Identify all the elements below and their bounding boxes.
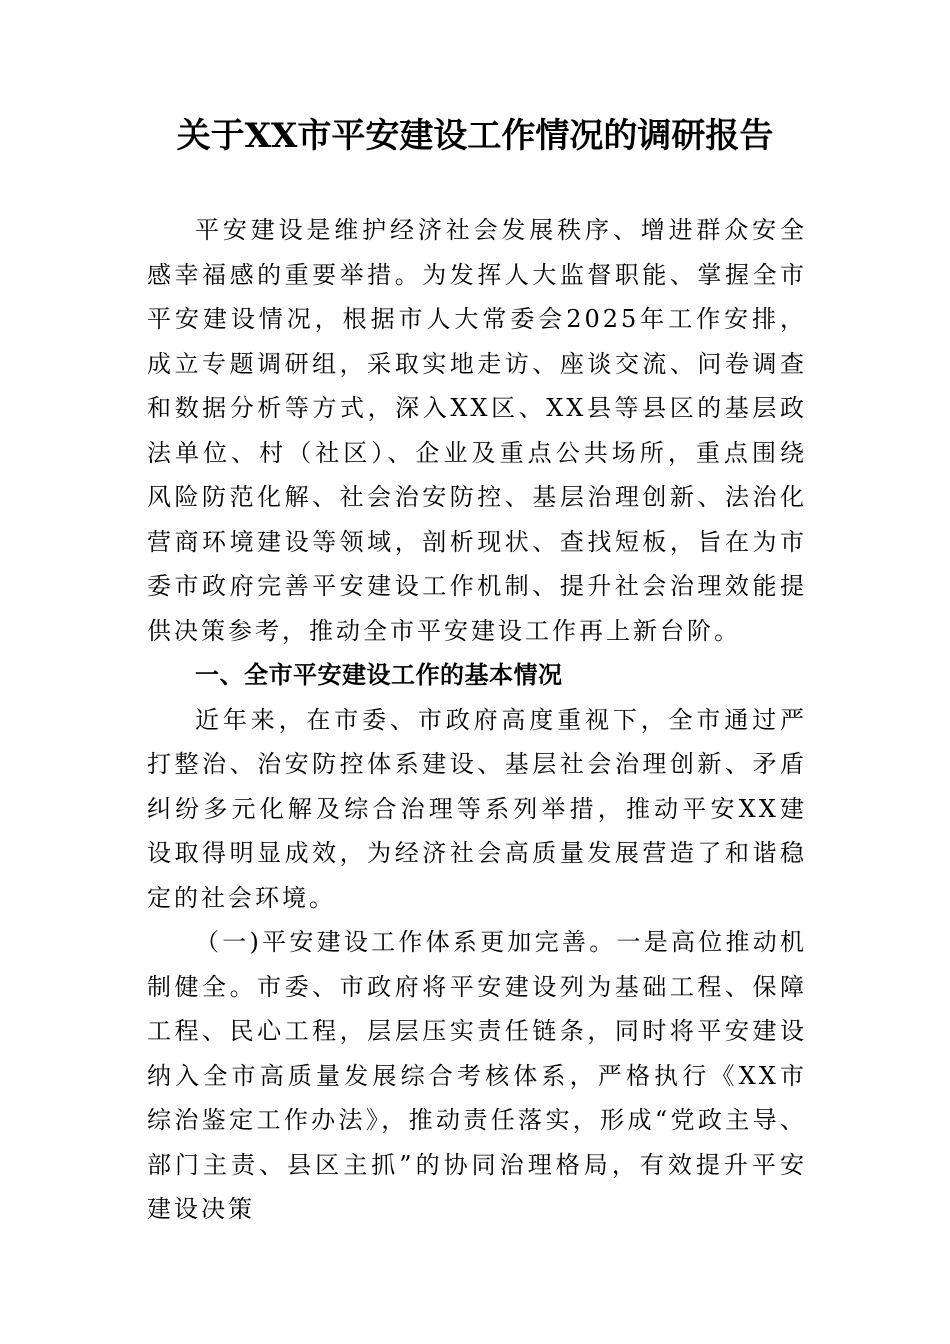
document-title: 关于XX市平安建设工作情况的调研报告 [176, 116, 774, 156]
subsection-paragraph-system: （一)平安建设工作体系更加完善。一是高位推动机制健全。市委、市政府将平安建设列为基础工程、保障工程、民心工程，层层压实责任链条，同时将平安建设纳入全市高质量发展综合考核体系，严格执行《XX市综治鉴定工作办法》，推动责任落实，形成“党政主导、部门主责、县区主抓”的协同治理格局，有效提升平安建设决策 [147, 928, 807, 1223]
document-body [147, 208, 807, 1232]
section-heading-basic-situation: 一、全市平安建设工作的基本情况 [195, 661, 563, 689]
intro-paragraph: 平安建设是维护经济社会发展秩序、增进群众安全感幸福感的重要举措。为发挥人大监督职能、掌握全市平安建设情况，根据市人大常委会2025年工作安排，成立专题调研组，采取实地走访、座谈交流、问卷调查和数据分析等方式，深入XX区、XX县等县区的基层政法单位、村（社区）、企业及重点公共场所，重点围绕风险防范化解、社会治安防控、基层治理创新、法治化营商环境建设等领域，剖析现状、查找短板，旨在为市委市政府完善平安建设工作机制、提升社会治理效能提供决策参考，推动全市平安建设工作再上新台阶。 [147, 216, 807, 645]
section-paragraph-basic-situation: 近年来，在市委、市政府高度重视下，全市通过严打整治、治安防控体系建设、基层社会治理创新、矛盾纠纷多元化解及综合治理等系列举措，推动平安XX建设取得明显成效，为经济社会高质量发展营造了和谐稳定的社会环境。 [147, 705, 807, 912]
